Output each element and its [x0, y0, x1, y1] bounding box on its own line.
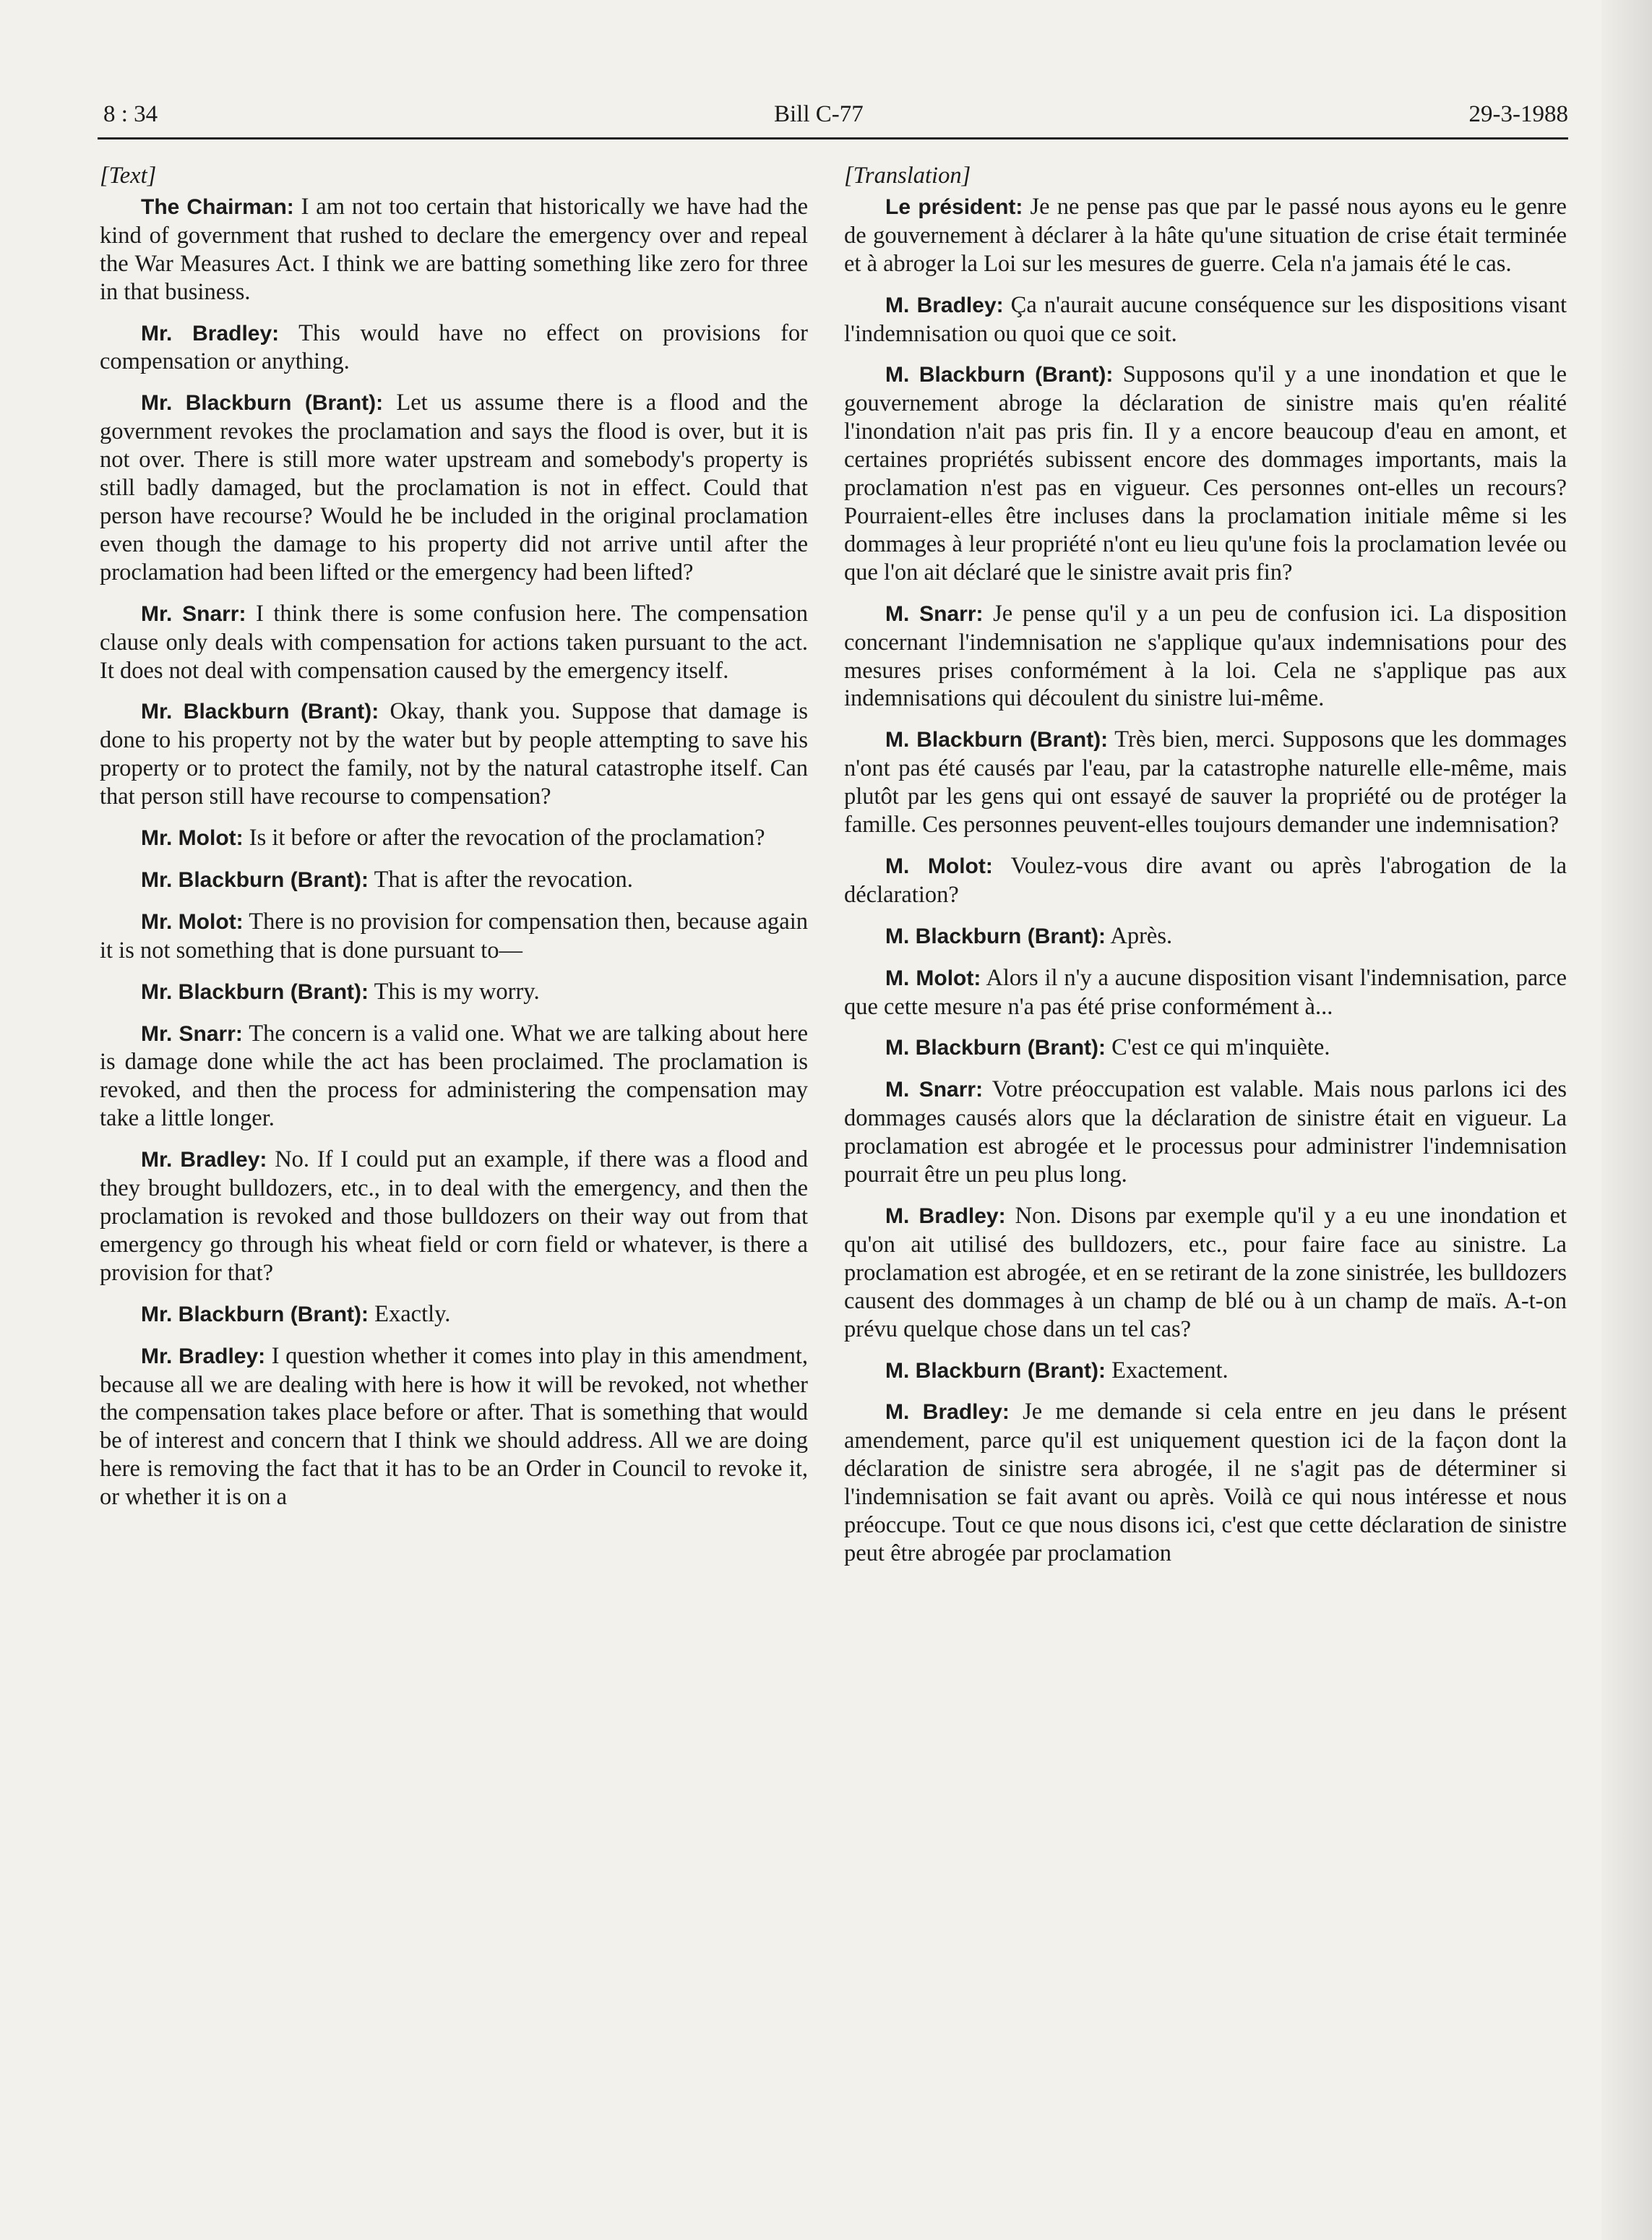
speaker-name: Mr. Blackburn (Brant):	[141, 979, 369, 1004]
speech-text: Je pense qu'il y a un peu de confusion ici. La disposition concernant l'indemnisation ne s'applique qu'aux indemnisations pour des mesures prises conformément à la loi. Cela ne s'applique pas aux indemnisations qui découlent du sinistre lui-même.	[844, 600, 1567, 712]
transcript-paragraph	[844, 922, 1567, 951]
speech-text: Non. Disons par exemple qu'il y a eu une inondation et qu'on ait utilisé des bulldozers, etc., pour faire face au sinistre. La proclamation est abrogée, et en se retirant de la zone sinistrée, les bulldozers causent des dommages à un champ de blé ou à un champ de maïs. A-t-on prévu quelque chose dans un tel cas?	[844, 1203, 1567, 1342]
transcript-paragraph	[100, 1342, 808, 1511]
page-edge-shadow	[1601, 0, 1652, 2240]
english-column	[100, 162, 808, 1524]
transcript-paragraph	[100, 193, 808, 306]
header-rule	[98, 137, 1568, 140]
speech-text: Je ne pense pas que par le passé nous ayons eu le genre de gouvernement à déclarer à la hâte qu'une situation de crise était terminée et à abroger la Loi sur les mesures de guerre. Cela n'a jamais été le cas.	[844, 193, 1567, 277]
transcript-paragraph	[844, 1202, 1567, 1344]
speech-text: I am not too certain that historically we have had the kind of government that rushed to declare the emergency over and repeal the War Measures Act. I think we are batting something like zero for three in that business.	[100, 193, 809, 305]
transcript-paragraph	[844, 600, 1567, 713]
speaker-name: The Chairman:	[141, 194, 294, 219]
french-paragraphs	[844, 193, 1567, 1568]
french-column	[844, 162, 1567, 1581]
speaker-name: M. Blackburn (Brant):	[885, 728, 1109, 752]
transcript-paragraph	[844, 193, 1567, 278]
speaker-name: M. Blackburn (Brant):	[885, 1358, 1106, 1383]
speaker-name: Mr. Blackburn (Brant):	[141, 1302, 369, 1326]
transcript-paragraph	[100, 1146, 808, 1287]
transcript-paragraph	[844, 1076, 1567, 1189]
speech-text: Voulez-vous dire avant ou après l'abrogation de la déclaration?	[844, 852, 1567, 908]
transcript-paragraph	[100, 824, 808, 853]
speech-text: There is no provision for compensation then, because again it is not something that is done pursuant to—	[100, 908, 808, 964]
bill-title: Bill C-77	[774, 101, 864, 127]
speaker-name: M. Snarr:	[885, 1078, 984, 1102]
speech-text: I question whether it comes into play in this amendment, because all we are dealing with here is how it will be revoked, not whether the compensation takes place before or after. That is something that would be of interest and concern that I think we should address. All we are doing here is removing the fact that it has to be an Order in Council to revoke it, or whether it is on a	[100, 1342, 808, 1511]
transcript-paragraph	[844, 1357, 1567, 1386]
speech-text: C'est ce qui m'inquiète.	[1111, 1034, 1330, 1061]
transcript-paragraph	[844, 291, 1567, 348]
speaker-name: Mr. Molot:	[141, 826, 244, 851]
speech-text: Okay, thank you. Suppose that damage is done to his property not by the water but by people attempting to save his property or to protect the family, not by the natural catastrophe itself. Can that person still have recourse to compensation?	[100, 698, 808, 810]
speaker-name: Le président:	[885, 194, 1023, 219]
speech-text: Let us assume there is a flood and the government revokes the proclamation and says the flood is over, but it is not over. There is still more water upstream and somebody's property is still badly damaged, but the proclamation is not in effect. Could that person have recourse? Would he be included in the original proclamation even though the damage to his property did not arrive until after the proclamation had been lifted or the emergency had been lifted?	[100, 390, 808, 585]
speaker-name: Mr. Molot:	[141, 909, 244, 934]
section-label-text: [Text]	[100, 163, 157, 189]
speech-text: Exactement.	[1111, 1357, 1229, 1383]
speaker-name: Mr. Blackburn (Brant):	[141, 391, 384, 416]
speech-text: Votre préoccupation est valable. Mais nous parlons ici des dommages causés alors que la déclaration de sinistre était en vigueur. La proclamation est abrogée et le processus pour administrer l'indemnisation pourrait être un peu plus long.	[844, 1076, 1567, 1188]
transcript-paragraph	[844, 1034, 1567, 1063]
transcript-paragraph	[844, 964, 1567, 1021]
speech-text: Je me demande si cela entre en jeu dans le présent amendement, parce qu'il est uniquement question ici de la façon dont la déclaration de sinistre sera abrogée, il ne s'agit pas de déterminer si l'indemnisation se fait avant ou après. Voilà ce qui nous intéresse et nous préoccupe. Tout ce que nous disons ici, c'est que cette déclaration de sinistre peut être abrogée par proclamation	[844, 1399, 1567, 1566]
speaker-name: M. Blackburn (Brant):	[885, 924, 1106, 948]
speech-text: This would have no effect on provisions for compensation or anything.	[100, 319, 808, 375]
speaker-name: M. Blackburn (Brant):	[885, 363, 1114, 387]
speech-text: Très bien, merci. Supposons que les dommages n'ont pas été causés par l'eau, par la catastrophe naturelle elle-même, mais plutôt par les gens qui ont essayé de sauver la propriété ou de protéger la famille. Ces personnes peuvent-elles toujours demander une indemnisation?	[844, 726, 1567, 838]
speech-text: Exactly.	[374, 1300, 451, 1327]
transcript-paragraph	[844, 726, 1567, 839]
speech-text: Après.	[1110, 922, 1173, 949]
transcript-paragraph	[100, 600, 808, 685]
speaker-name: M. Snarr:	[885, 601, 984, 626]
transcript-paragraph	[100, 319, 808, 377]
speech-text: This is my worry.	[374, 978, 540, 1005]
transcript-paragraph	[844, 852, 1567, 909]
speech-text: I think there is some confusion here. The compensation clause only deals with compensation for actions taken pursuant to the act. It does not deal with compensation caused by the emergency itself.	[100, 600, 808, 684]
speaker-name: Mr. Blackburn (Brant):	[141, 700, 379, 724]
speaker-name: Mr. Bradley:	[141, 1344, 266, 1368]
transcript-paragraph	[100, 908, 808, 965]
speech-text: Ça n'aurait aucune conséquence sur les dispositions visant l'indemnisation ou quoi que ce soit.	[844, 291, 1567, 347]
transcript-paragraph	[100, 1300, 808, 1329]
page-number: 8 : 34	[103, 101, 158, 127]
speaker-name: Mr. Snarr:	[141, 1021, 243, 1046]
transcript-paragraph	[844, 1398, 1567, 1567]
transcript-paragraph	[100, 1020, 808, 1133]
speaker-name: Mr. Bradley:	[141, 1148, 267, 1172]
speaker-name: M. Bradley:	[885, 293, 1004, 317]
transcript-paragraph	[100, 866, 808, 895]
transcript-paragraph	[100, 389, 808, 586]
speaker-name: M. Molot:	[885, 854, 993, 878]
speaker-name: Mr. Bradley:	[141, 321, 280, 346]
speech-text: Alors il n'y a aucune disposition visant l'indemnisation, parce que cette mesure n'a pas été prise conformément à...	[844, 964, 1567, 1020]
page-header	[98, 101, 1568, 136]
speech-text: The concern is a valid one. What we are talking about here is damage done while the act has been proclaimed. The proclamation is revoked, and then the process for administering the compensation may take a little longer.	[100, 1020, 808, 1132]
section-label-translation: [Translation]	[844, 163, 971, 189]
speech-text: That is after the revocation.	[374, 866, 633, 893]
transcript-paragraph	[844, 361, 1567, 586]
speaker-name: Mr. Snarr:	[141, 601, 246, 626]
speaker-name: M. Bradley:	[885, 1400, 1010, 1425]
speaker-name: M. Blackburn (Brant):	[885, 1036, 1106, 1060]
transcript-paragraph	[100, 698, 808, 811]
transcript-paragraph	[100, 978, 808, 1007]
speech-text: No. If I could put an example, if there was a flood and they brought bulldozers, etc., in to deal with the emergency, and then the proclamation is revoked and those bulldozers on their way out from that emergency go through his wheat field or corn field or whatever, is there a provision for that?	[100, 1146, 808, 1286]
speaker-name: M. Bradley:	[885, 1204, 1006, 1228]
english-paragraphs	[100, 193, 808, 1511]
speaker-name: M. Molot:	[885, 966, 981, 990]
speaker-name: Mr. Blackburn (Brant):	[141, 867, 369, 892]
page-date: 29-3-1988	[1468, 101, 1568, 127]
speech-text: Is it before or after the revocation of the proclamation?	[249, 825, 765, 851]
speech-text: Supposons qu'il y a une inondation et que le gouvernement abroge la déclaration de sinistre mais qu'en réalité l'inondation n'ait pas pris fin. Il y a encore beaucoup d'eau en amont, et certaines propriétés subissent encore des dommages importants, mais la proclamation n'est pas en vigueur. Ces personnes ont-elles un recours? Pourraient-elles être incluses dans la proclamation initiale même si les dommages à leur propriété n'ont eu lieu qu'une fois la proclamation levée ou que l'on ait déclaré que le sinistre avait pris fin?	[844, 361, 1567, 585]
